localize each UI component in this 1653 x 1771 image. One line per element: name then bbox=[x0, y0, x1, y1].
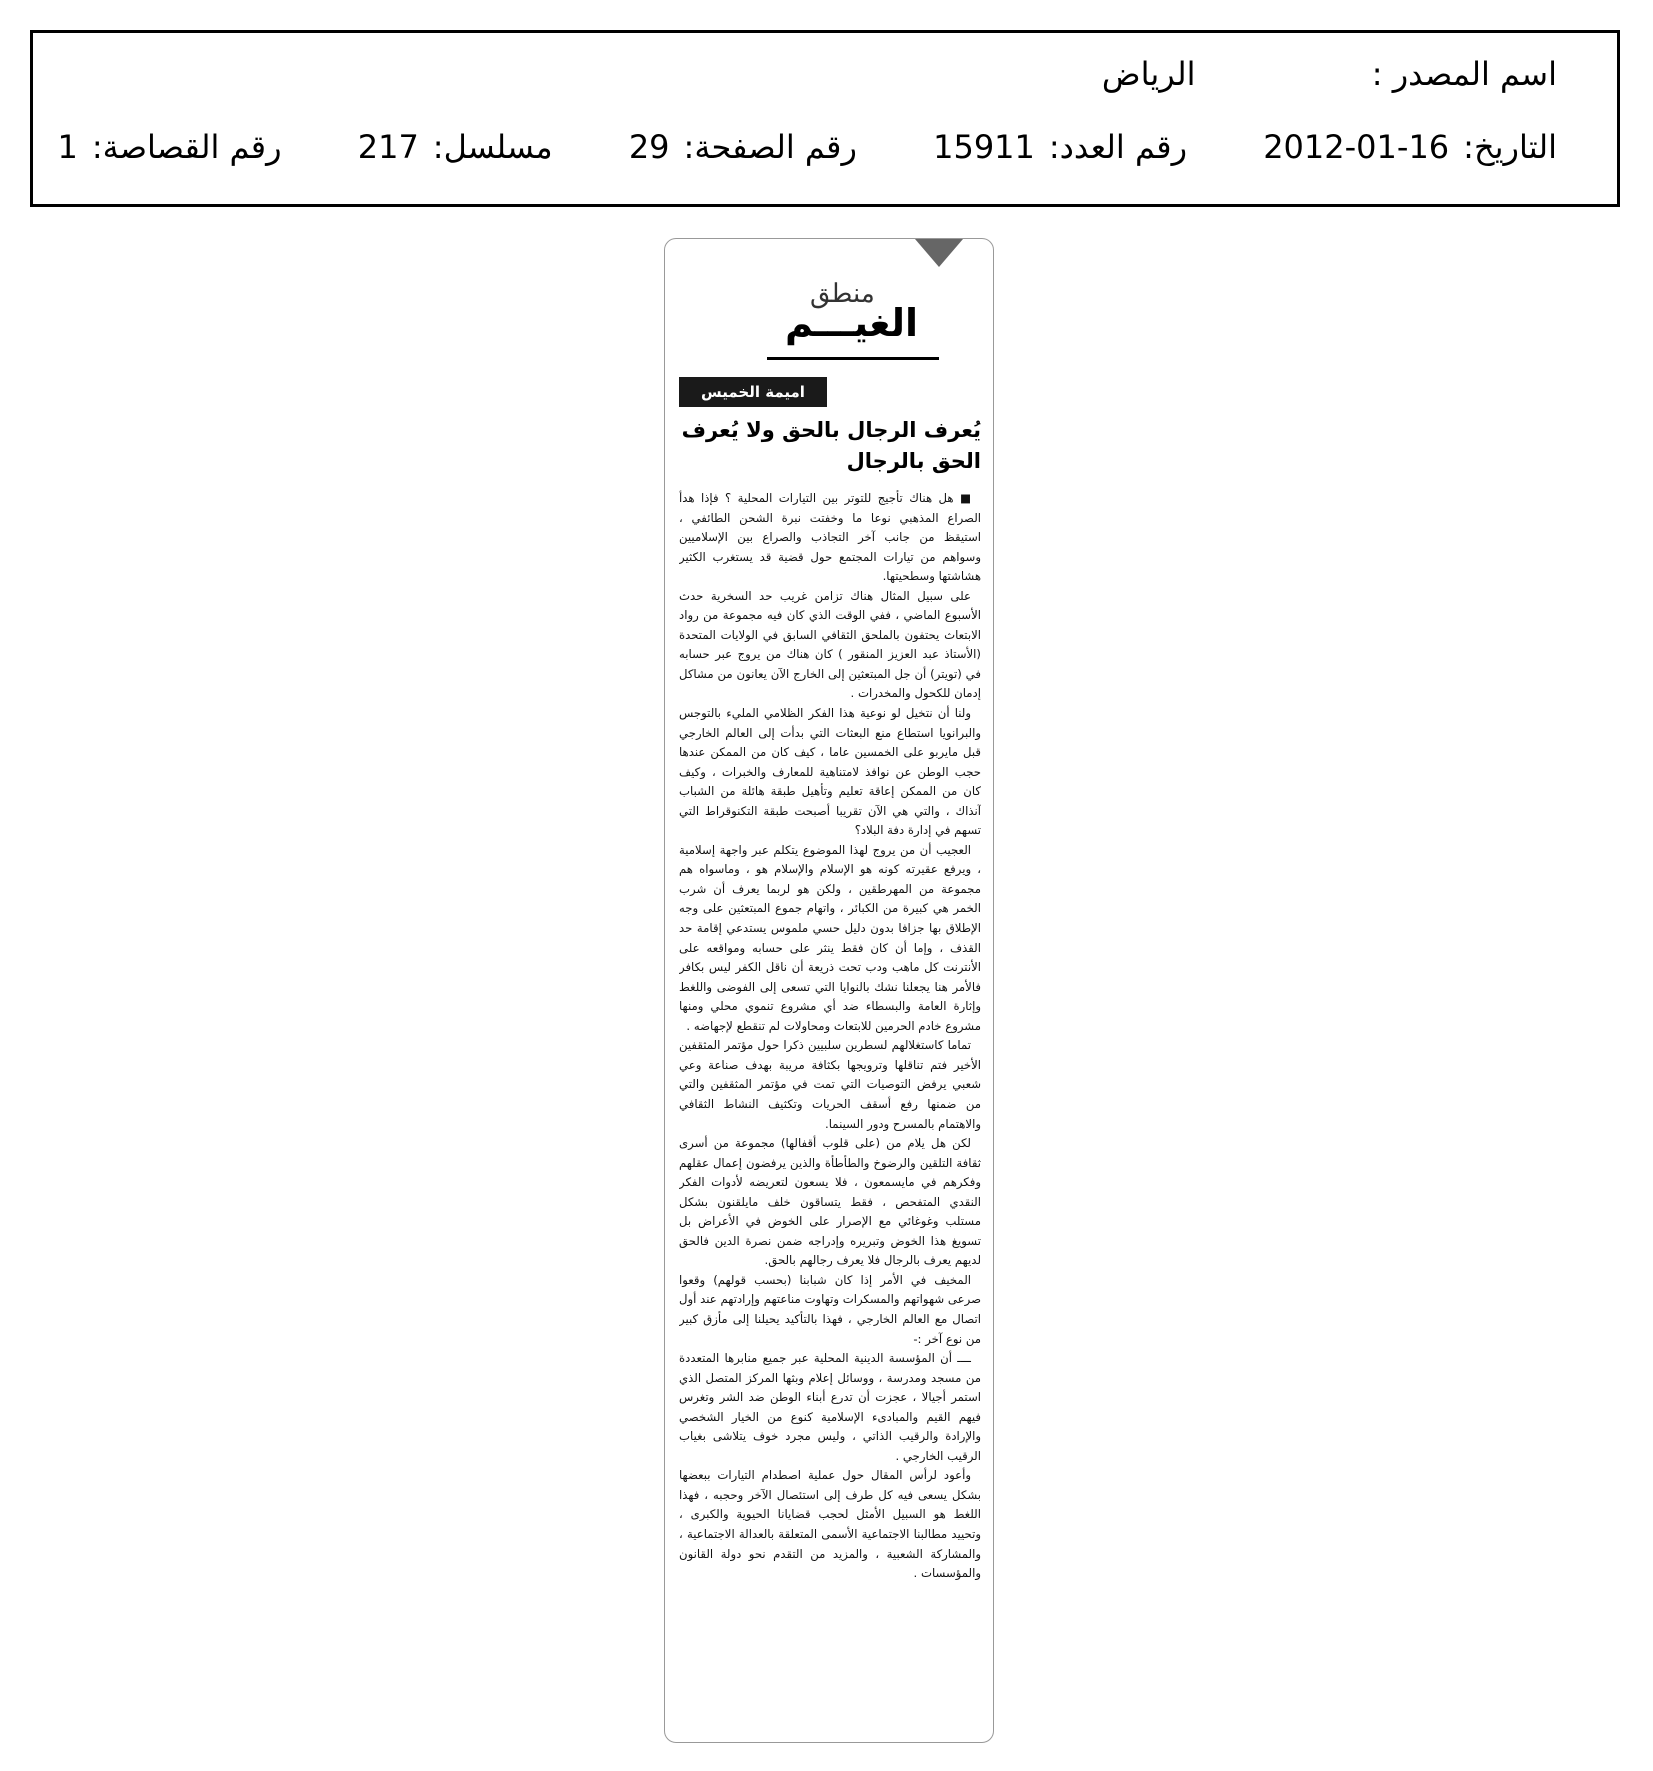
page-field bbox=[629, 128, 857, 166]
page-label: رقم الصفحة: bbox=[683, 128, 857, 166]
article-headline: يُعرف الرجال بالحق ولا يُعرف الحق بالرجال bbox=[681, 418, 981, 473]
article-paragraph: ــــ أن المؤسسة الدينية المحلية عبر جميع منابرها المتعددة من مسجد ومدرسة ، ووسائل إعلام وبثها المركز المتصل الذي استمر أجيالا ، عجزت أن تدرع أبناء الوطن ضد الشر وتغرس فيهم القيم والمبادىء الإسلامية كنوع من الخيار الشخصي والإرادة والرقيب الذاتي ، وليس مجرد خوف يتلاشى بغياب الرقيب الخارجي . bbox=[679, 1351, 981, 1463]
date-label: التاريخ: bbox=[1463, 128, 1557, 166]
clipping-metadata-box bbox=[30, 30, 1620, 207]
article-paragraph: ولنا أن نتخيل لو نوعية هذا الفكر الظلامي المليء بالتوجس والبرانويا استطاع منع البعثات التي بدأت إلى العالم الخارجي قبل مايربو على الخمسين عاما ، كيف كان من الممكن عندها حجب الوطن عن نوافذ لامتناهية للمعارف والخبرات ، وكيف كان من الممكن إعاقة تعليم وتأهيل طبقة هائلة من الشباب آنذاك ، والتي هي الآن تقريبا أصبحت طبقة التكنوقراط التي تسهم في إدارة دفة البلاد؟ bbox=[679, 706, 981, 838]
clip-number-value: 1 bbox=[57, 128, 78, 166]
article-paragraph: على سبيل المثال هناك تزامن غريب حد السخرية حدث الأسبوع الماضي ، ففي الوقت الذي كان فيه مجموعة من رواد الابتعاث يحتفون بالملحق الثقافي السابق في الولايات المتحدة (الأستاذ عبد العزيز المنقور ) كان هناك من يروج عبر حسابه في (تويتر) أن جل المبتعثين إلى الخارج الآن يعانون من مشاكل إدمان للكحول والمخدرات . bbox=[679, 588, 981, 701]
article-paragraph: العجيب أن من يروج لهذا الموضوع يتكلم عبر واجهة إسلامية ، ويرفع عقيرته كونه هو الإسلام والإسلام هو ، وماسواه هم مجموعة من المهرطقين ، ولكن هو لربما يعرف أن شرب الخمر هي كبيرة من الكبائر ، واتهام جموع المبتعثين على وجه الإطلاق بها جزافا بدون دليل حسي ملموس يستدعي إقامة حد القذف ، وإما أن كان فقط ينثر على حسابه ومواقعه على الأنترنت كل ماهب ودب تحت ذريعة أن ناقل الكفر ليس بكافر فالأمر هنا يجعلنا نشك بالنوايا التي تسعى إلى الفوضى واللغط وإثارة العامة والبسطاء ضد أي مشروع تنموي محلي ومنها مشروع خادم الحرمين للابتعاث ومحاولات لم تنقطع لإجهاضه . bbox=[679, 842, 981, 1033]
article-paragraph: المخيف في الأمر إذا كان شبابنا (بحسب قولهم) وقعوا صرعى شهواتهم والمسكرات وتهاوت مناعتهم وإرادتهم عند أول اتصال مع العالم الخارجي ، فهذا بالتأكيد يحيلنا إلى مأزق كبير من نوع آخر :- bbox=[679, 1272, 981, 1346]
column-title-big: الغيـــم bbox=[785, 301, 919, 345]
article-paragraph: وأعود لرأس المقال حول عملية اصطدام التيارات ببعضها بشكل يسعى فيه كل طرف إلى استئصال الآخر وحجبه ، فهذا اللغط هو السبيل الأمثل لحجب قضايانا الحيوية والكبرى ، وتحييد مطالبنا الاجتماعية الأسمى المتعلقة بالعدالة الاجتماعية ، والمشاركة الشعبية ، والمزيد من التقدم نحو دولة القانون والمؤسسات . bbox=[679, 1468, 981, 1581]
source-row bbox=[1102, 55, 1557, 93]
source-label: اسم المصدر : bbox=[1371, 55, 1557, 93]
source-value-cell bbox=[1102, 55, 1196, 93]
article-body bbox=[679, 489, 981, 1736]
article-paragraph: ■ هل هناك تأجيج للتوتر بين التيارات المحلية ؟ فإذا هدأ الصراع المذهبي نوعا ما وخفتت نبرة الشحن الطائفي ، استيقظ من جانب آخر التجاذب والصراع بين الإسلاميين وسواهم من تيارات المجتمع حول قضية قد يستغرب الكثير هشاشتها وسطحيتها. bbox=[679, 491, 981, 584]
source-field bbox=[1356, 55, 1557, 93]
serial-value: 217 bbox=[357, 128, 419, 166]
author-byline: اميمة الخميس bbox=[679, 377, 827, 407]
date-field bbox=[1263, 128, 1557, 166]
issue-field bbox=[933, 128, 1187, 166]
serial-label: مسلسل: bbox=[432, 128, 553, 166]
article-paragraph: لكن هل يلام من (على قلوب أقفالها) مجموعة من أسرى ثقافة التلقين والرضوخ والطأطأة والذين يرفضون إعمال عقلهم وفكرهم في مايسمعون ، فلا يسعون لتعريضه لأدوات الفكر النقدي المتفحص ، فقط يتساقون خلف مايلقنون بشكل مستلب وغوغائي مع الإصرار على الخوض في الأعراض بل تسويغ هذا الخوض وتبريره وإدراجه ضمن نصرة الدين فالحق لديهم يعرف بالرجال فلا يعرف رجالهم بالحق. bbox=[679, 1136, 981, 1268]
column-logo-rule bbox=[767, 357, 939, 360]
issue-value: 15911 bbox=[933, 128, 1035, 166]
article-paragraph: تماما كاستغلالهم لسطرين سلبيين ذكرا حول مؤتمر المثقفين الأخير فتم تناقلها وترويجها بكثافة مريبة بهدف صناعة وعي شعبي يرفض التوصيات التي تمت في مؤتمر المثقفين والتي من ضمنها رفع أسقف الحريات وتكثيف النشاط الثقافي والاهتمام بالمسرح ودور السينما. bbox=[679, 1038, 981, 1131]
source-value: الرياض bbox=[1101, 55, 1196, 93]
newspaper-clipping bbox=[664, 238, 994, 1743]
clip-number-label: رقم القصاصة: bbox=[91, 128, 282, 166]
issue-label: رقم العدد: bbox=[1048, 128, 1188, 166]
details-row bbox=[58, 128, 1557, 166]
column-logo bbox=[665, 279, 993, 359]
clip-number-field bbox=[58, 128, 282, 166]
date-value: 2012-01-16 bbox=[1263, 128, 1450, 166]
corner-triangle-icon bbox=[915, 239, 963, 267]
serial-field bbox=[358, 128, 553, 166]
column-title-small: منطق bbox=[810, 279, 875, 309]
page-value: 29 bbox=[628, 128, 670, 166]
